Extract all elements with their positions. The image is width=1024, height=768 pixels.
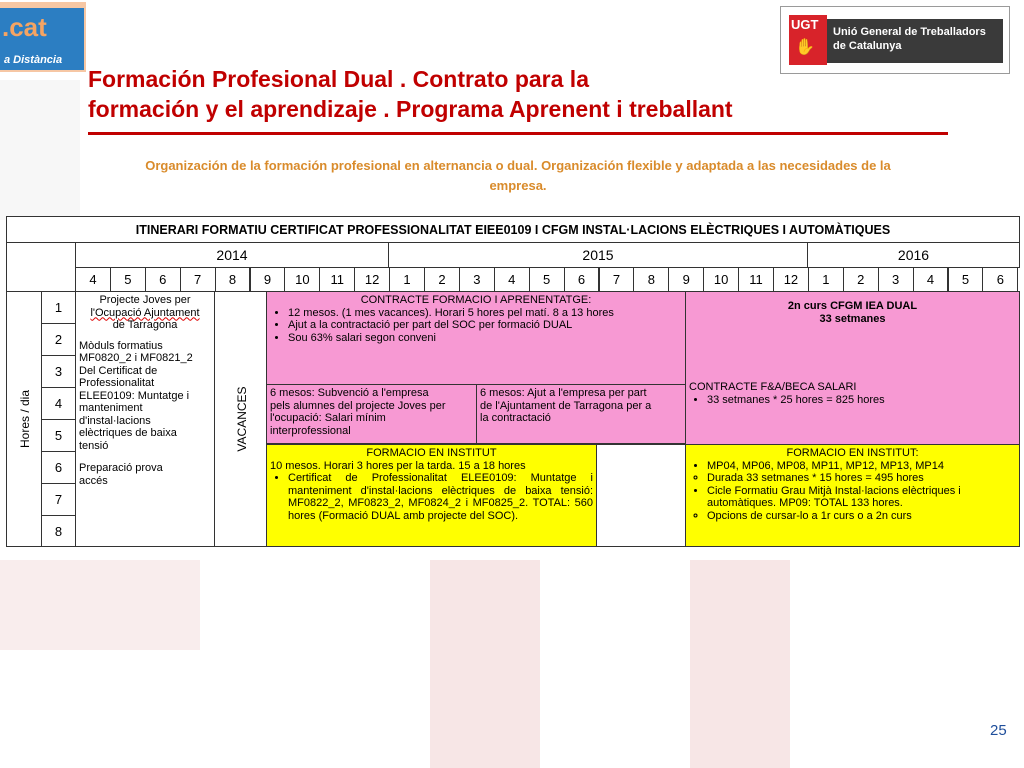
ugt-badge-text: UGT [791, 17, 819, 32]
month-cell: 4 [75, 267, 111, 292]
apprenticeship-contract-block [266, 291, 686, 385]
cat-logo-text: .cat [2, 12, 47, 42]
cat-logo-subtext: a Distància [4, 54, 63, 66]
apprenticeship-contract-item: • Ajut a la contractació per part del SOC per formació DUAL [288, 319, 682, 332]
empty-cell [596, 444, 686, 547]
vacation-cell [214, 291, 267, 547]
youth-project-line1: Projecte Joves per [99, 294, 191, 306]
institute-training-year2-subitem: ◦ Opcions de cursar-lo a 1r curs o a 2n curs [707, 510, 1016, 523]
hour-cell: 8 [41, 515, 76, 547]
exam-prep-line2: accés [79, 474, 108, 487]
corner-cell [6, 242, 76, 292]
modules-line8: elèctriques de baixa [79, 427, 177, 439]
modules-line9: tensió [79, 439, 109, 452]
modules-line2: MF0820_2 i MF0821_2 [79, 352, 193, 364]
month-cell: 8 [633, 267, 669, 292]
apprenticeship-contract-list [270, 307, 682, 345]
page-title-line2: formación y el aprendizaje . Programa Aprenent i treballant [88, 96, 733, 122]
youth-project-cell [75, 291, 215, 547]
institute-training-year1-item: • Certificat de Professionalitat ELEE0109: Muntatge i manteniment d'instal·lacions elèctriques de baixa tensió: MF0822_2, MF0823_2, MF0824_2 i MF0825_2. TOTAL: 560 hores (Formació DUAL amb projecte del SOC). [288, 472, 593, 522]
hour-cell: 3 [41, 355, 76, 388]
apprenticeship-contract-item: • 12 mesos. (1 mes vacances). Horari 5 hores pel matí. 8 a 13 hores [288, 307, 682, 320]
hour-cell: 5 [41, 419, 76, 452]
ugt-badge [789, 15, 827, 65]
scholarship-contract-title: CONTRACTE F&A/BECA SALARI [689, 381, 857, 393]
year-2016: 2016 [807, 242, 1020, 268]
subsidy-line2: pels alumnes del projecte Joves per [270, 399, 446, 412]
month-cell: 5 [948, 267, 984, 292]
month-cell: 9 [250, 267, 286, 292]
institute-training-year2-list [689, 460, 1016, 473]
modules-line4: Professionalitat [79, 377, 155, 389]
exam-prep-line1: Preparació prova [79, 462, 163, 474]
hours-axis-label: Hores / dia [18, 389, 32, 449]
second-year-block [685, 291, 1020, 445]
month-cell: 12 [773, 267, 809, 292]
page-subtitle [88, 156, 948, 196]
youth-project-line3: de Tarragona [112, 319, 178, 331]
apprenticeship-contract-title: CONTRACTE FORMACIO I APRENENTATGE: [360, 294, 592, 306]
title-divider [88, 132, 948, 135]
ugt-name [827, 19, 1003, 63]
hour-cell: 1 [41, 291, 76, 324]
month-cell: 11 [738, 267, 774, 292]
page-number: 25 [990, 722, 1007, 739]
month-cell: 6 [564, 267, 600, 292]
background-decoration [690, 560, 790, 768]
month-cell: 7 [599, 267, 635, 292]
hours-axis-cell [6, 291, 42, 547]
vacation-label: VACANCES [235, 386, 249, 452]
month-cell: 6 [982, 267, 1018, 292]
hour-cell: 7 [41, 483, 76, 516]
modules-line5: ELEE0109: Muntatge i [79, 389, 190, 402]
month-cell: 3 [878, 267, 914, 292]
institute-training-year2 [685, 444, 1020, 547]
page-title-line1: Formación Profesional Dual . Contrato para la [88, 66, 589, 92]
city-aid-block [476, 384, 686, 444]
ugt-name-line1: Unió General de Treballadors [833, 26, 986, 38]
institute-training-year2-item: • MP04, MP06, MP08, MP11, MP12, MP13, MP14 [707, 460, 1016, 473]
institute-training-year2-sublist [689, 510, 1016, 523]
scholarship-contract-list [689, 394, 1016, 407]
city-aid-line3: la contractació [480, 412, 551, 424]
apprenticeship-contract-item: • Sou 63% salari segon conveni [288, 332, 682, 345]
year-2015: 2015 [388, 242, 808, 268]
modules-line7: d'instal·lacions [79, 414, 151, 427]
month-cell: 12 [354, 267, 390, 292]
background-decoration [0, 560, 200, 650]
month-cell: 2 [424, 267, 460, 292]
month-cell: 1 [808, 267, 844, 292]
institute-training-year1-list [270, 472, 593, 522]
scholarship-contract-item: • 33 setmanes * 25 hores = 825 hores [707, 394, 1016, 407]
institute-training-year2-list [689, 485, 1016, 510]
institute-training-year1 [266, 444, 597, 547]
subsidy-line3: l'ocupació: Salari mínim [270, 412, 386, 424]
month-cell: 8 [215, 267, 251, 292]
institute-training-year2-subitem: ◦ Durada 33 setmanes * 15 hores = 495 hores [707, 472, 1016, 485]
second-year-title: 2n curs CFGM IEA DUAL [787, 300, 918, 312]
ugt-name-line2: de Catalunya [833, 40, 902, 52]
institute-training-year2-item: • Cicle Formatiu Grau Mitjà Instal·lacions elèctriques i automàtiques. MP09: TOTAL 133 hores. [707, 485, 1016, 510]
subsidy-block [266, 384, 477, 444]
background-decoration [430, 560, 540, 768]
subsidy-line1: 6 mesos: Subvenció a l'empresa [270, 387, 429, 399]
month-cell: 11 [319, 267, 355, 292]
training-schedule-table [6, 216, 1020, 547]
cat-logo [0, 2, 86, 72]
month-cell: 10 [284, 267, 320, 292]
handshake-icon: ✋ [795, 39, 815, 56]
hour-cell: 4 [41, 387, 76, 420]
month-cell: 9 [668, 267, 704, 292]
modules-line1-text: Mòduls formatius [79, 339, 163, 352]
page-subtitle-line2: empresa. [489, 178, 547, 193]
hour-cell: 6 [41, 451, 76, 484]
modules-line3: Del Certificat de [79, 364, 158, 377]
institute-training-year2-sublist [689, 472, 1016, 485]
background-decoration [0, 80, 80, 220]
modules-line1 [79, 340, 211, 353]
youth-project-line2: l'Ocupació Ajuntament [90, 306, 200, 319]
month-cell: 1 [389, 267, 425, 292]
month-cell: 4 [913, 267, 949, 292]
year-2014: 2014 [75, 242, 389, 268]
month-cell: 6 [145, 267, 181, 292]
second-year-duration: 33 setmanes [819, 312, 886, 325]
month-cell: 5 [529, 267, 565, 292]
month-cell: 10 [703, 267, 739, 292]
modules-line6: manteniment [79, 402, 143, 414]
institute-training-year2-title: FORMACIO EN INSTITUT: [786, 447, 919, 459]
page-subtitle-line1: Organización de la formación profesional en alternancia o dual. Organización flexible y adaptada a las necesidades de la [145, 158, 891, 173]
table-title: ITINERARI FORMATIU CERTIFICAT PROFESSIONALITAT EIEE0109 I CFGM INSTAL·LACIONS ELÈCTRIQUES I AUTOMÀTIQUES [6, 216, 1020, 243]
page-title [88, 64, 948, 124]
hour-cell: 2 [41, 323, 76, 356]
month-cell: 4 [494, 267, 530, 292]
month-cell: 5 [110, 267, 146, 292]
institute-training-year1-title: FORMACIO EN INSTITUT [366, 447, 497, 459]
month-cell: 7 [180, 267, 216, 292]
city-aid-line2: de l'Ajuntament de Tarragona per a [480, 399, 652, 412]
city-aid-line1: 6 mesos: Ajut a l'empresa per part [480, 387, 647, 399]
institute-training-year1-schedule: 10 mesos. Horari 3 hores per la tarda. 15 a 18 hores [270, 459, 526, 472]
month-cell: 2 [843, 267, 879, 292]
subsidy-line4: interprofessional [270, 424, 351, 437]
month-cell: 3 [459, 267, 495, 292]
